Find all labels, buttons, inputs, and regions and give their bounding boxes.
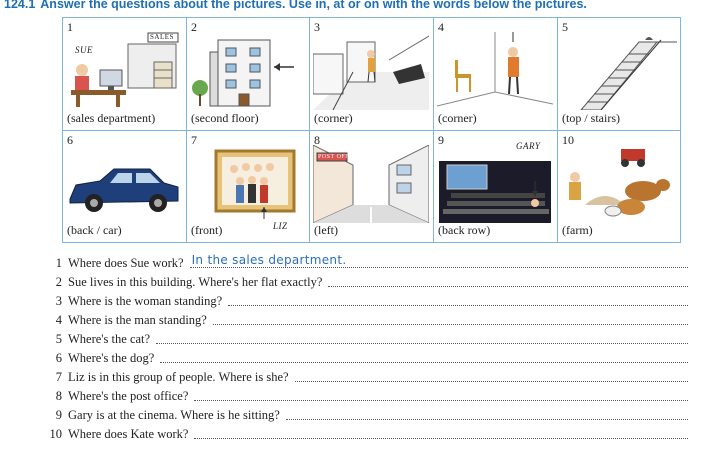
question-text: Where does Sue work? <box>68 256 184 270</box>
street-corner-illustration <box>313 32 429 110</box>
exercise-number: 124.1 <box>4 0 36 11</box>
picture-caption: (back / car) <box>67 223 122 237</box>
question-text: Where is the man standing? <box>68 313 207 327</box>
picture-number: 1 <box>67 20 73 34</box>
group-photo-illustration <box>190 145 306 223</box>
picture-cell-9 <box>434 131 558 242</box>
picture-caption: (left) <box>314 223 338 237</box>
picture-number: 8 <box>314 133 320 147</box>
question-number: 5 <box>55 332 62 346</box>
question-2 <box>48 271 688 290</box>
picture-caption: (corner) <box>438 111 477 125</box>
picture-cell-4 <box>434 18 558 131</box>
room-corner-illustration <box>437 32 553 110</box>
answer-line[interactable] <box>286 407 688 420</box>
question-number: 6 <box>55 351 62 365</box>
exercise-header <box>4 0 709 13</box>
answer-line[interactable] <box>190 255 688 268</box>
picture-cell-3 <box>310 18 434 131</box>
answer-line[interactable] <box>213 312 688 325</box>
picture-number: 4 <box>438 20 444 34</box>
office-desk-illustration <box>66 32 182 110</box>
question-5 <box>48 328 688 347</box>
answer-line[interactable] <box>328 274 688 287</box>
question-text: Sue lives in this building. Where's her flat exactly? <box>68 275 323 289</box>
question-number: 8 <box>55 389 62 403</box>
question-8 <box>48 385 688 404</box>
picture-cell-5 <box>558 18 680 131</box>
question-number: 4 <box>55 313 62 327</box>
answer-line[interactable] <box>228 293 688 306</box>
picture-number: 3 <box>314 20 320 34</box>
exercise-instruction: Answer the questions about the pictures. Use in, at or on with the words below the pictures. <box>40 0 587 11</box>
question-text: Where's the dog? <box>68 351 155 365</box>
picture-number: 5 <box>562 20 568 34</box>
question-text: Where is the woman standing? <box>68 294 223 308</box>
picture-caption: (back row) <box>438 223 491 237</box>
question-3 <box>48 290 688 309</box>
answer-line[interactable] <box>194 388 688 401</box>
picture-caption: (sales department) <box>67 111 156 125</box>
question-number: 7 <box>55 370 62 384</box>
liz-label: LIZ <box>273 221 288 231</box>
picture-caption: (second floor) <box>191 111 259 125</box>
question-text: Liz is in this group of people. Where is she? <box>68 370 289 384</box>
farm-illustration <box>561 145 677 223</box>
question-9 <box>48 404 688 423</box>
picture-caption: (top / stairs) <box>562 111 620 125</box>
car-illustration <box>66 145 182 223</box>
picture-number: 10 <box>562 133 574 147</box>
picture-number: 7 <box>191 133 197 147</box>
sue-label: SUE <box>75 45 93 55</box>
question-number: 9 <box>55 408 62 422</box>
picture-number: 6 <box>67 133 73 147</box>
picture-caption: (corner) <box>314 111 353 125</box>
picture-number: 2 <box>191 20 197 34</box>
picture-caption: (farm) <box>562 223 593 237</box>
answer-line[interactable] <box>156 331 688 344</box>
question-6 <box>48 347 688 366</box>
cinema-illustration <box>437 145 553 223</box>
picture-grid <box>62 17 681 243</box>
question-text: Where does Kate work? <box>68 427 189 441</box>
question-number: 2 <box>55 275 62 289</box>
picture-number: 9 <box>438 133 444 147</box>
answer-line[interactable] <box>194 426 688 439</box>
question-number: 3 <box>55 294 62 308</box>
sales-sign: SALES <box>150 33 174 41</box>
picture-cell-6 <box>63 131 187 242</box>
question-text: Where's the post office? <box>68 389 189 403</box>
picture-cell-2 <box>187 18 310 131</box>
question-text: Gary is at the cinema. Where is he sitting? <box>68 408 280 422</box>
question-4 <box>48 309 688 328</box>
question-text: Where's the cat? <box>68 332 151 346</box>
question-7 <box>48 366 688 385</box>
question-list <box>48 252 688 442</box>
picture-cell-1 <box>63 18 187 131</box>
answer-line[interactable] <box>160 350 688 363</box>
picture-caption: (front) <box>191 223 223 237</box>
post-office-sign: POST OFFICE <box>318 154 361 160</box>
question-number: 1 <box>55 256 62 270</box>
picture-cell-8 <box>310 131 434 242</box>
picture-cell-10 <box>558 131 680 242</box>
picture-cell-7 <box>187 131 310 242</box>
question-10 <box>48 423 688 442</box>
answer-line[interactable] <box>295 369 688 382</box>
question-number: 10 <box>49 427 62 441</box>
gary-label: GARY <box>516 141 541 151</box>
question-1 <box>48 252 688 271</box>
stairs-illustration <box>561 32 677 110</box>
apartment-building-illustration <box>190 32 306 110</box>
answer-text: In the sales department. <box>191 253 347 267</box>
